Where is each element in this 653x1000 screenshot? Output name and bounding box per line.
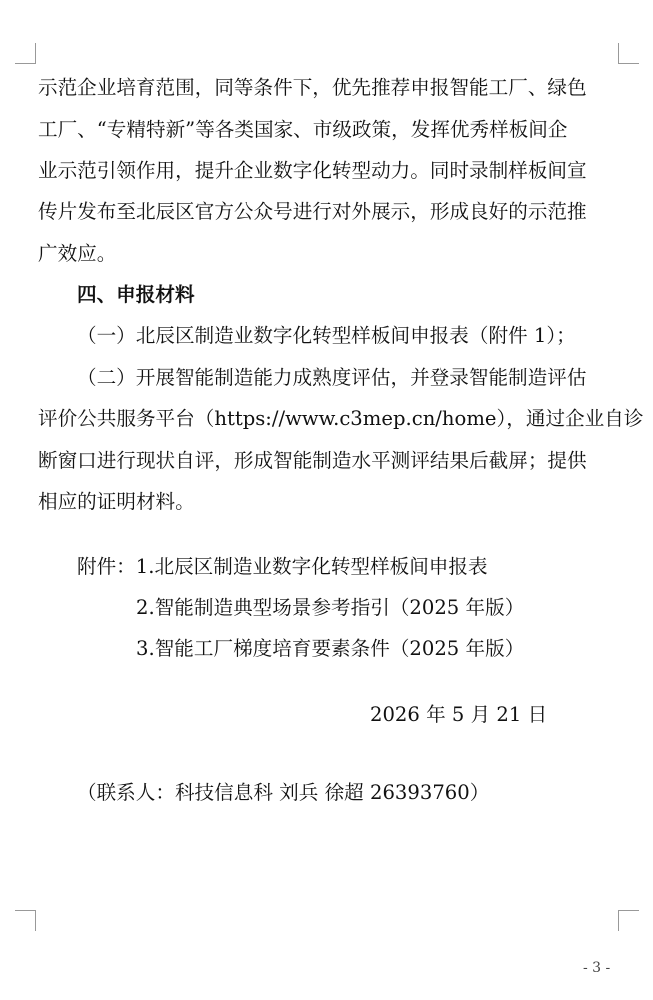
paragraph-line: 业示范引领作用，提升企业数字化转型动力。同时录制样板间宣 [38, 159, 587, 182]
crop-mark-top-left [15, 43, 36, 64]
paragraph-line: 示范企业培育范围，同等条件下，优先推荐申报智能工厂、绿色 [38, 76, 587, 99]
contact-info: （联系人：科技信息科 刘兵 徐超 26393760） [77, 781, 490, 804]
material-item-2-line: （二）开展智能制造能力成熟度评估，并登录智能制造评估 [77, 366, 587, 389]
material-item-2-line: 断窗口进行现状自评，形成智能制造水平测评结果后截屏；提供 [38, 449, 587, 472]
paragraph-line: 传片发布至北辰区官方公众号进行对外展示，形成良好的示范推 [38, 200, 587, 223]
crop-mark-bottom-right [618, 910, 639, 931]
paragraph-line: 广效应。 [38, 242, 117, 265]
material-item-2-line: 评价公共服务平台（https://www.c3mep.cn/home），通过企业自诊 [38, 407, 644, 430]
material-item-2-line: 相应的证明材料。 [38, 490, 195, 513]
crop-mark-top-right [618, 43, 639, 64]
document-date: 2026 年 5 月 21 日 [370, 703, 548, 726]
material-item-1: （一）北辰区制造业数字化转型样板间申报表（附件 1）； [77, 324, 576, 347]
page-number: - 3 - [583, 960, 611, 976]
crop-mark-bottom-left [15, 910, 36, 931]
attachment-1: 附件：1.北辰区制造业数字化转型样板间申报表 [77, 555, 488, 578]
section-heading: 四、申报材料 [77, 283, 195, 306]
attachment-3: 3.智能工厂梯度培育要素条件（2025 年版） [136, 637, 525, 660]
paragraph-line: 工厂、“专精特新”等各类国家、市级政策，发挥优秀样板间企 [38, 118, 568, 141]
attachment-2: 2.智能制造典型场景参考指引（2025 年版） [136, 596, 525, 619]
